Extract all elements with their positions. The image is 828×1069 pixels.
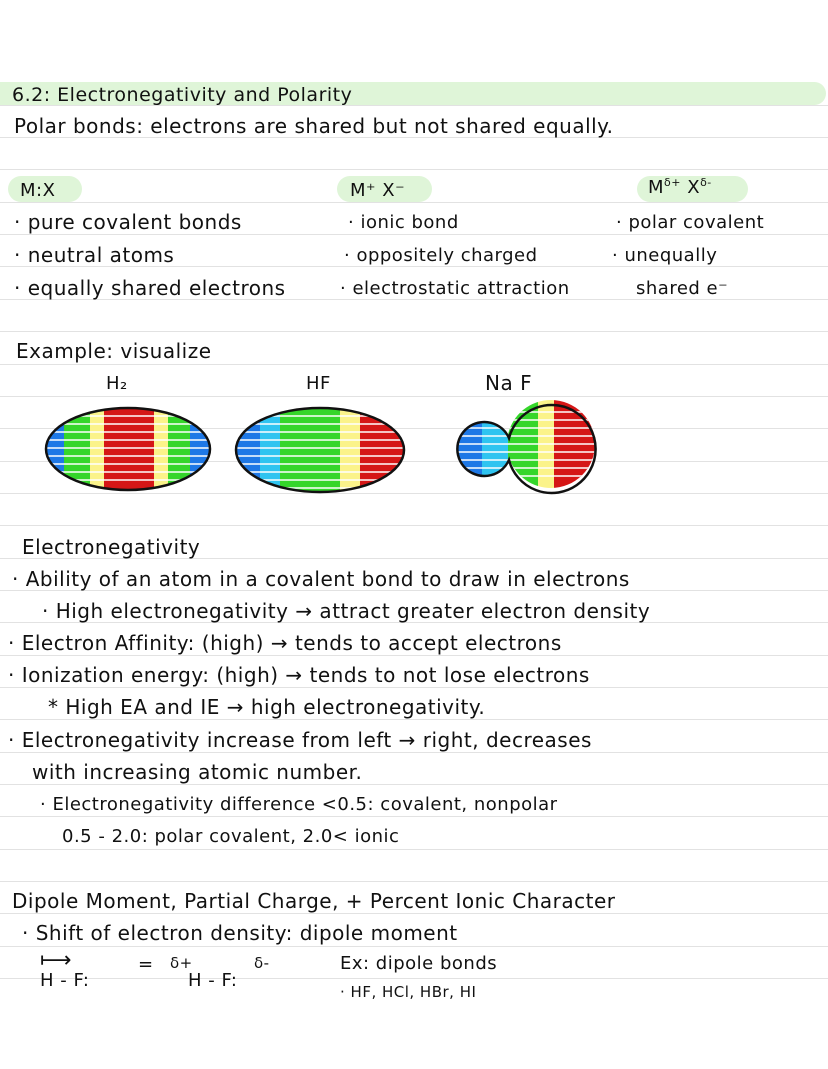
electronegativity-heading: Electronegativity [22, 535, 201, 559]
en-line: · Ionization energy: (high) → tends to not lose electrons [8, 663, 590, 687]
molecule-label-h2: H₂ [106, 373, 128, 394]
h2-electron-cloud [40, 405, 215, 495]
formula-hf: H - F: [40, 970, 90, 991]
polar-item: · polar covalent [616, 212, 765, 233]
hf-electron-cloud [230, 405, 410, 497]
en-line: * High EA and IE → high electronegativity. [48, 695, 486, 719]
en-line: · Ability of an atom in a covalent bond to draw in electrons [12, 567, 630, 591]
column-header-covalent: M:X [20, 180, 56, 201]
en-line: · Electronegativity increase from left → right, decreases [8, 728, 592, 752]
equals-sign: = [138, 954, 154, 975]
formula-hf-partial: H - F: [188, 970, 238, 991]
molecule-label-hf: HF [306, 373, 331, 394]
dipole-heading: Dipole Moment, Partial Charge, + Percent Ionic Character [12, 889, 616, 913]
molecule-label-naf: Na F [485, 371, 533, 395]
delta-plus: δ+ [170, 954, 193, 972]
en-line: · High electronegativity → attract greater electron density [42, 599, 651, 623]
covalent-item: · pure covalent bonds [14, 210, 242, 234]
en-line: · Electronegativity difference <0.5: covalent, nonpolar [40, 794, 558, 815]
covalent-item: · equally shared electrons [14, 276, 286, 300]
en-line: with increasing atomic number. [32, 760, 363, 784]
example-list: · HF, HCl, HBr, HI [340, 983, 477, 1001]
page-title: 6.2: Electronegativity and Polarity [12, 84, 353, 106]
en-line: 0.5 - 2.0: polar covalent, 2.0< ionic [62, 826, 400, 847]
ionic-item: · ionic bond [348, 212, 459, 233]
ionic-item: · electrostatic attraction [340, 278, 570, 299]
ionic-item: · oppositely charged [344, 245, 538, 266]
delta-minus: δ- [254, 954, 270, 972]
polar-item: · unequally [612, 245, 718, 266]
column-header-polar: $M^{\delta+}$ $X^{\delta-}$ [648, 176, 712, 198]
polar-item: shared e⁻ [636, 278, 729, 299]
naf-electron-cloud [450, 398, 600, 490]
covalent-item: · neutral atoms [14, 243, 175, 267]
column-header-ionic: M⁺ X⁻ [350, 180, 406, 201]
dipole-line: · Shift of electron density: dipole moment [22, 921, 458, 945]
example-label: Ex: dipole bonds [340, 953, 498, 974]
intro-text: Polar bonds: electrons are shared but not shared equally. [14, 114, 614, 138]
en-line: · Electron Affinity: (high) → tends to accept electrons [8, 631, 562, 655]
example-heading: Example: visualize [16, 339, 212, 363]
dipole-arrow-icon: ⟼ [40, 948, 73, 973]
